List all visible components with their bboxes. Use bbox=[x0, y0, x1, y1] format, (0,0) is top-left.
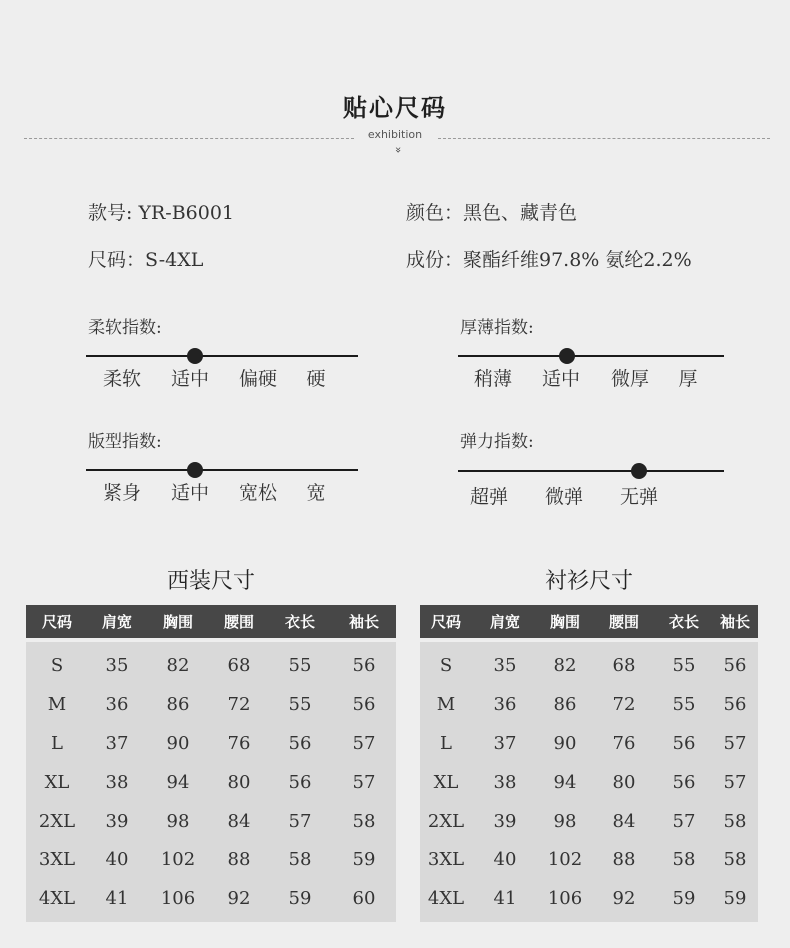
table-cell: 106 bbox=[160, 888, 196, 910]
thickness-scale-line bbox=[458, 355, 724, 357]
column-header: 衣长 bbox=[284, 613, 315, 631]
table-row bbox=[26, 763, 396, 802]
table-cell: 39 bbox=[105, 810, 129, 832]
column-header: 胸围 bbox=[549, 613, 580, 631]
table-row bbox=[26, 840, 396, 879]
table-cell: S bbox=[439, 654, 453, 676]
table-cell: 2XL bbox=[427, 810, 465, 832]
column-header: 袖长 bbox=[348, 613, 379, 631]
table-cell: 94 bbox=[166, 771, 190, 793]
table-cell: 72 bbox=[612, 693, 636, 715]
table-row bbox=[420, 646, 758, 685]
table-cell: 59 bbox=[288, 888, 312, 910]
table-row bbox=[420, 685, 758, 724]
column-header: 胸围 bbox=[162, 613, 193, 631]
page-subtitle: exhibition bbox=[367, 128, 423, 141]
table-cell: 76 bbox=[227, 732, 251, 754]
table-cell: 35 bbox=[493, 654, 517, 676]
table-cell: 3XL bbox=[38, 849, 76, 871]
table-cell: 86 bbox=[553, 693, 577, 715]
shirt-size-table bbox=[420, 605, 758, 922]
thickness-option: 适中 bbox=[541, 368, 581, 390]
table-row bbox=[26, 646, 396, 685]
table-cell: 56 bbox=[288, 732, 312, 754]
table-cell: 68 bbox=[612, 654, 636, 676]
table-cell: 80 bbox=[612, 771, 636, 793]
table-cell: 90 bbox=[166, 732, 190, 754]
table-cell: 58 bbox=[723, 810, 747, 832]
table-cell: 92 bbox=[612, 888, 636, 910]
fit-option: 紧身 bbox=[102, 482, 142, 504]
table-cell: 58 bbox=[288, 849, 312, 871]
table-cell: 82 bbox=[553, 654, 577, 676]
thickness-option: 微厚 bbox=[610, 368, 650, 390]
table-cell: 59 bbox=[672, 888, 696, 910]
fit-option: 适中 bbox=[170, 482, 210, 504]
table-cell: 2XL bbox=[38, 810, 76, 832]
table-cell: 4XL bbox=[427, 888, 465, 910]
table-cell: 59 bbox=[352, 849, 376, 871]
table-body bbox=[420, 642, 758, 922]
table-cell: 57 bbox=[723, 732, 747, 754]
table-cell: 92 bbox=[227, 888, 251, 910]
column-header: 尺码 bbox=[430, 613, 461, 631]
table-row bbox=[26, 724, 396, 763]
elasticity-option: 微弹 bbox=[544, 486, 584, 508]
elasticity-label: 弹力指数: bbox=[460, 432, 534, 452]
table-row bbox=[420, 763, 758, 802]
material-info: 成份：聚酯纤维97.8% 氨纶2.2% bbox=[406, 249, 692, 271]
table-cell: 88 bbox=[227, 849, 251, 871]
table-cell: 90 bbox=[553, 732, 577, 754]
table-cell: 94 bbox=[553, 771, 577, 793]
table-cell: 38 bbox=[105, 771, 129, 793]
fit-option: 宽松 bbox=[238, 482, 278, 504]
table-cell: 41 bbox=[105, 888, 129, 910]
table-cell: 82 bbox=[166, 654, 190, 676]
style-number: 款号: YR-B6001 bbox=[88, 202, 235, 224]
thickness-option: 厚 bbox=[678, 368, 698, 390]
fit-option: 宽 bbox=[306, 482, 326, 504]
table-cell: 57 bbox=[288, 810, 312, 832]
table-cell: 35 bbox=[105, 654, 129, 676]
table-cell: 56 bbox=[672, 771, 696, 793]
table-cell: 58 bbox=[352, 810, 376, 832]
table-cell: 59 bbox=[723, 888, 747, 910]
table-cell: 41 bbox=[493, 888, 517, 910]
table-cell: 56 bbox=[352, 693, 376, 715]
softness-option: 偏硬 bbox=[238, 368, 278, 390]
table-cell: 36 bbox=[493, 693, 517, 715]
table-cell: 58 bbox=[672, 849, 696, 871]
column-header: 腰围 bbox=[223, 613, 254, 631]
table-row bbox=[420, 840, 758, 879]
table-cell: 57 bbox=[723, 771, 747, 793]
thickness-label: 厚薄指数: bbox=[460, 318, 534, 338]
table-cell: 40 bbox=[493, 849, 517, 871]
fit-label: 版型指数: bbox=[88, 432, 162, 452]
thickness-option: 稍薄 bbox=[473, 368, 513, 390]
table-cell: 57 bbox=[352, 732, 376, 754]
elasticity-option: 超弹 bbox=[469, 486, 509, 508]
table-cell: 55 bbox=[672, 693, 696, 715]
chevron-down-icon: » bbox=[392, 146, 405, 154]
elasticity-indicator bbox=[631, 463, 647, 479]
table-cell: 106 bbox=[547, 888, 583, 910]
softness-option: 柔软 bbox=[102, 368, 142, 390]
table-cell: M bbox=[47, 693, 67, 715]
table-cell: S bbox=[50, 654, 64, 676]
table-cell: 3XL bbox=[427, 849, 465, 871]
table-row bbox=[420, 802, 758, 841]
column-header: 肩宽 bbox=[101, 613, 132, 631]
column-header: 尺码 bbox=[41, 613, 72, 631]
table-cell: 84 bbox=[227, 810, 251, 832]
table-cell: 37 bbox=[493, 732, 517, 754]
table-cell: 38 bbox=[493, 771, 517, 793]
column-header: 袖长 bbox=[719, 613, 750, 631]
column-header: 肩宽 bbox=[489, 613, 520, 631]
table-row bbox=[26, 685, 396, 724]
table-body bbox=[26, 642, 396, 922]
table-cell: 86 bbox=[166, 693, 190, 715]
suit-size-table bbox=[26, 605, 396, 922]
column-header: 腰围 bbox=[608, 613, 639, 631]
table-header bbox=[26, 605, 396, 638]
thickness-indicator bbox=[559, 348, 575, 364]
table-cell: 88 bbox=[612, 849, 636, 871]
softness-label: 柔软指数: bbox=[88, 318, 162, 338]
table-cell: 56 bbox=[723, 654, 747, 676]
table-row bbox=[420, 879, 758, 918]
suit-table-title: 西装尺寸 bbox=[166, 569, 255, 594]
page-title: 贴心尺码 bbox=[343, 93, 447, 122]
fit-indicator bbox=[187, 462, 203, 478]
table-cell: 57 bbox=[352, 771, 376, 793]
table-cell: 102 bbox=[160, 849, 196, 871]
table-row bbox=[26, 879, 396, 918]
table-cell: 80 bbox=[227, 771, 251, 793]
table-cell: 55 bbox=[672, 654, 696, 676]
color-info: 颜色：黑色、藏青色 bbox=[406, 202, 578, 224]
table-row bbox=[420, 724, 758, 763]
table-cell: 55 bbox=[288, 693, 312, 715]
table-cell: 98 bbox=[166, 810, 190, 832]
softness-indicator bbox=[187, 348, 203, 364]
table-cell: 39 bbox=[493, 810, 517, 832]
table-cell: L bbox=[440, 732, 452, 754]
column-header: 衣长 bbox=[668, 613, 699, 631]
table-cell: 58 bbox=[723, 849, 747, 871]
table-cell: 102 bbox=[547, 849, 583, 871]
table-cell: 56 bbox=[672, 732, 696, 754]
table-cell: XL bbox=[433, 771, 459, 793]
table-cell: 84 bbox=[612, 810, 636, 832]
table-cell: XL bbox=[44, 771, 70, 793]
shirt-table-title: 衬衫尺寸 bbox=[544, 569, 633, 594]
table-row bbox=[26, 802, 396, 841]
softness-option: 适中 bbox=[170, 368, 210, 390]
softness-option: 硬 bbox=[306, 368, 326, 390]
table-cell: 56 bbox=[352, 654, 376, 676]
table-cell: 56 bbox=[723, 693, 747, 715]
table-cell: L bbox=[51, 732, 63, 754]
table-cell: 72 bbox=[227, 693, 251, 715]
table-cell: 4XL bbox=[38, 888, 76, 910]
elasticity-scale-line bbox=[458, 470, 724, 472]
size-range: 尺码：S-4XL bbox=[88, 249, 204, 271]
table-cell: 60 bbox=[352, 888, 376, 910]
table-cell: 36 bbox=[105, 693, 129, 715]
table-cell: 37 bbox=[105, 732, 129, 754]
table-cell: M bbox=[436, 693, 456, 715]
table-cell: 40 bbox=[105, 849, 129, 871]
softness-scale-line bbox=[86, 355, 358, 357]
table-cell: 98 bbox=[553, 810, 577, 832]
table-cell: 68 bbox=[227, 654, 251, 676]
elasticity-option: 无弹 bbox=[619, 486, 659, 508]
table-cell: 76 bbox=[612, 732, 636, 754]
table-cell: 57 bbox=[672, 810, 696, 832]
fit-scale-line bbox=[86, 469, 358, 471]
table-header bbox=[420, 605, 758, 638]
table-cell: 55 bbox=[288, 654, 312, 676]
table-cell: 56 bbox=[288, 771, 312, 793]
